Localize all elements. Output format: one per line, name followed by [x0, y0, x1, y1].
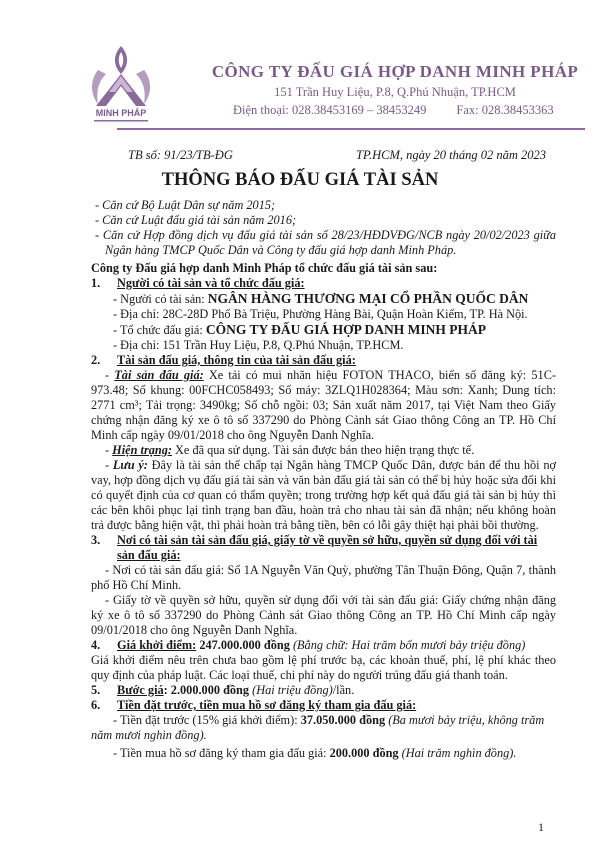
company-phone: Điện thoại: 028.38453169 – 38453249 — [233, 103, 427, 117]
ownership-papers: - Giấy tờ về quyền sở hữu, quyền sử dụng đối với tài sản đấu giá: Giấy chứng nhận đăng ký xe ô tô số 337290 do Phòng Cảnh sát Giao thông Công an TP. Hồ Chí Minh cấp ngày 09/01/2018 cho ông Nguyễn Danh Nghĩa. — [91, 593, 556, 637]
asset-owner-address: - Địa chỉ: 28C-28D Phố Bà Triệu, Phường Hàng Bài, Quận Hoàn Kiếm, TP. Hà Nội. — [113, 307, 528, 321]
company-logo — [76, 40, 166, 128]
logo-text: MINH PHÁP — [95, 108, 147, 118]
auction-organizer-address: - Địa chỉ: 151 Trần Huy Liệu, P.8, Q.Phú Nhuận, TP.HCM. — [113, 338, 404, 352]
section-4-heading: 4. Giá khởi điểm: 247.000.000 đồng (Bằng chữ: Hai trăm bốn mươi bảy triệu đồng) — [91, 638, 526, 652]
intro-text: Công ty Đấu giá hợp danh Minh Pháp tổ chức đấu giá tài sản sau: — [91, 261, 438, 275]
company-address: 151 Trần Huy Liệu, P.8, Q.Phú Nhuận, TP.HCM — [274, 85, 516, 99]
section-1-heading: 1. Người có tài sản và tổ chức đấu giá: — [91, 276, 305, 290]
letterhead — [205, 62, 585, 118]
section-2-heading: 2. Tài sản đấu giá, thông tin của tài sản đấu giá: — [91, 353, 356, 367]
section-3-heading: 3. Nơi có tài sản tài sản đấu giá, giấy tờ về quyền sở hữu, quyền sử dụng đối với tài sản đấu giá: — [91, 533, 538, 562]
issue-date: TP.HCM, ngày 20 tháng 02 năm 2023 — [356, 148, 547, 162]
starting-price-note: Giá khởi điểm nêu trên chưa bao gồm lệ phí trước bạ, các khoản thuế, phí, lệ phí khác theo quy định của pháp luật. Các loại thuế, chi phí này do người trúng đấu giá thanh toán. — [91, 653, 556, 682]
page-title: THÔNG BÁO ĐẤU GIÁ TÀI SẢN — [161, 170, 439, 190]
legal-basis-item: - Căn cứ Bộ Luật Dân sự năm 2015; — [95, 198, 276, 212]
auction-organizer: - Tổ chức đấu giá: CÔNG TY ĐẤU GIÁ HỢP DANH MINH PHÁP — [113, 322, 486, 337]
legal-basis-item: - Căn cứ Luật đấu giá tài sản năm 2016; — [95, 213, 297, 227]
asset-owner: - Người có tài sản: NGÂN HÀNG THƯƠNG MẠI CỔ PHẦN QUỐC DÂN — [113, 291, 529, 306]
company-fax: Fax: 028.38453363 — [456, 103, 554, 117]
document-body — [91, 198, 556, 761]
legal-basis-item: - Căn cứ Hợp đồng dịch vụ đấu giá tài sản số 28/23/HĐDVĐG/NCB ngày 20/02/2023 giữa Ngân hàng TMCP Quốc Dân và Công ty đấu giá hợp danh Minh Pháp. — [95, 228, 556, 257]
registration-fee: - Tiền mua hồ sơ đăng ký tham gia đấu giá: 200.000 đồng (Hai trăm nghìn đồng). — [113, 746, 517, 760]
asset-note: - Lưu ý: Đây là tài sản thế chấp tại Ngân hàng TMCP Quốc Dân, được bán để thu hồi nợ vay, hợp đồng dịch vụ đấu giá tài sản và văn bản đấu giá tài sản có thể bị hủy hoặc sửa đổi khi có quyết định của cơ quan có thẩm quyền; trong trường hợp kết quả đấu giá tài sản bị hủy thì các bên khôi phục lại tình trạng ban đầu, hoàn trả cho nhau tài sản đã nhận; nếu không hoàn trả được bằng hiện vật, thì phải hoàn trả bằng tiền, bên có lỗi gây thiệt hại phải bồi thường. — [91, 458, 556, 532]
company-name: CÔNG TY ĐẤU GIÁ HỢP DANH MINH PHÁP — [211, 62, 579, 81]
deposit-amount: - Tiền đặt trước (15% giá khởi điểm): 37.050.000 đồng (Ba mươi bảy triệu, không trăm năm mươi nghìn đồng). — [91, 713, 545, 742]
page-number: 1 — [538, 820, 544, 834]
asset-status: - Hiện trạng: Xe đã qua sử dụng. Tài sản được bán theo hiện trạng thực tế. — [105, 443, 475, 457]
section-6-heading: 6. Tiền đặt trước, tiền mua hồ sơ đăng ký tham gia đấu giá: — [91, 698, 417, 712]
asset-description: - Tài sản đấu giá: Xe tải có mui nhãn hiệu FOTON THACO, biển số đăng ký: 51C-973.48; Số khung: 00FCHC058493; Số máy: 3ZLQ1H028364; Màu sơn: Xanh; Dung tích: 2771 cm³; Tải trọng: 3490kg; Số chỗ ngồi: 03; Sản xuất năm 2017, tại Việt Nam theo Giấy chứng nhận đăng ký xe ô tô số 337290 do Phòng Cảnh sát Giao thông Công an TP. Hồ Chí Minh cấp ngày 09/01/2018 cho ông Nguyễn Danh Nghĩa. — [91, 368, 556, 442]
asset-location: - Nơi có tài sản đấu giá: Số 1A Nguyễn Văn Quỳ, phường Tân Thuận Đông, Quận 7, thành phố Hồ Chí Minh. — [91, 563, 557, 592]
reference-number: TB số: 91/23/TB-ĐG — [128, 148, 233, 162]
company-contact — [205, 103, 585, 118]
header-divider — [117, 128, 585, 130]
section-5-heading: 5. Bước giá: 2.000.000 đồng (Hai triệu đồng)/lần. — [91, 683, 355, 697]
